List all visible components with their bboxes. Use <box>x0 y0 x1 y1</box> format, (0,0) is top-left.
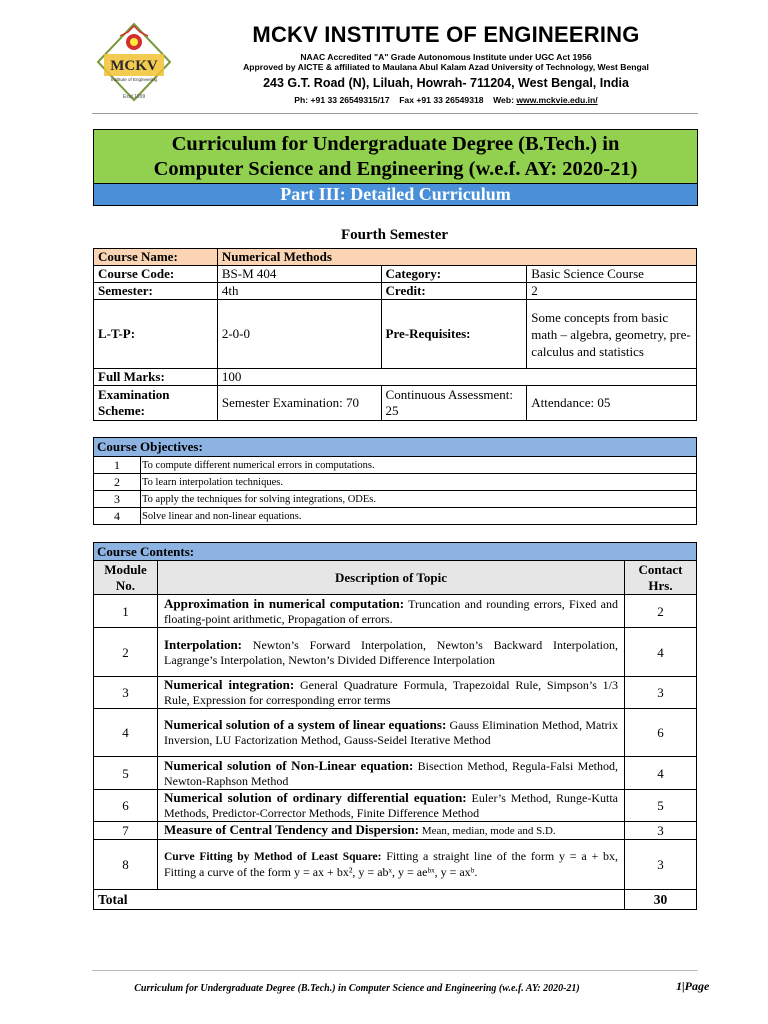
footer-divider <box>92 970 698 971</box>
exam-scheme-label: Examination Scheme: <box>94 386 218 421</box>
course-name-value: Numerical Methods <box>217 249 696 266</box>
full-marks-label: Full Marks: <box>94 369 218 386</box>
web-label: Web: <box>493 95 514 105</box>
semester-title: Fourth Semester <box>340 227 449 243</box>
table-row: 4 Numerical solution of a system of linear equations: Gauss Elimination Method, Matrix Inversion, LU Factorization Method, Gauss-Seidel Iterative Method 6 <box>94 709 697 757</box>
semester-label: Semester: <box>94 283 218 300</box>
list-item: 4 Solve linear and non-linear equations. <box>94 508 697 525</box>
total-row <box>94 890 697 910</box>
contents-title: Course Contents: <box>94 543 697 561</box>
svg-text:MCKV: MCKV <box>110 58 158 74</box>
curriculum-title: Curriculum for Undergraduate Degree (B.Tech.) in Computer Science and Engineering (w.e.f. AY: 2020-21) <box>94 130 697 183</box>
ltp-value: 2-0-0 <box>217 300 381 369</box>
table-row: 8 Curve Fitting by Method of Least Square: Fitting a straight line of the form y = a + bx, Fitting a curve of the form y = ax + bx², y = abˣ, y = aeᵇˣ, y = axᵇ. 3 <box>94 840 697 890</box>
course-name-label: Course Name: <box>94 249 218 266</box>
phone: Ph: +91 33 26549315/17 <box>294 95 390 105</box>
module-col-header: Module No. <box>94 561 158 595</box>
full-marks-value: 100 <box>217 369 696 386</box>
prereq-value: Some concepts from basic math – algebra, geometry, pre-calculus and statistics <box>527 300 697 369</box>
institute-logo <box>90 18 178 102</box>
list-item: 2 To learn interpolation techniques. <box>94 474 697 491</box>
course-code-label: Course Code: <box>94 266 218 283</box>
description-col-header: Description of Topic <box>158 561 625 595</box>
attendance-value: Attendance: 05 <box>527 386 697 421</box>
curriculum-banner <box>93 129 698 206</box>
course-objectives-table <box>93 437 697 525</box>
address-line: 243 G.T. Road (N), Liluah, Howrah- 711204, West Bengal, India <box>263 76 629 90</box>
credit-value: 2 <box>527 283 697 300</box>
list-item: 1 To compute different numerical errors in computations. <box>94 457 697 474</box>
footer-text: Curriculum for Undergraduate Degree (B.Tech.) in Computer Science and Engineering (w.e.f. AY: 2020-21) <box>134 983 580 994</box>
website-link[interactable]: www.mckvie.edu.in/ <box>516 95 598 105</box>
fax: Fax +91 33 26549318 <box>399 95 484 105</box>
hours-col-header: Contact Hrs. <box>625 561 697 595</box>
contact-line <box>200 95 692 105</box>
semester-value: 4th <box>217 283 381 300</box>
ltp-label: L-T-P: <box>94 300 218 369</box>
category-label: Category: <box>381 266 527 283</box>
svg-text:Institute of Engineering: Institute of Engineering <box>110 77 158 82</box>
table-row: 3 Numerical integration: General Quadrature Formula, Trapezoidal Rule, Simpson’s 1/3 Rule, Expression for corresponding error terms 3 <box>94 677 697 709</box>
objectives-title: Course Objectives: <box>94 438 697 457</box>
continuous-assessment-value: Continuous Assessment: 25 <box>381 386 527 421</box>
total-value: 30 <box>625 890 697 910</box>
approval-line: Approved by AICTE & affiliated to Maulana Abul Kalam Azad University of Technology, West Bengal <box>243 62 649 72</box>
institute-name: MCKV INSTITUTE OF ENGINEERING <box>252 22 640 47</box>
table-row: 7 Measure of Central Tendency and Dispersion: Mean, median, mode and S.D. 3 <box>94 822 697 840</box>
prereq-label: Pre-Requisites: <box>381 300 527 369</box>
credit-label: Credit: <box>381 283 527 300</box>
table-row: 6 Numerical solution of ordinary differential equation: Euler’s Method, Runge-Kutta Methods, Predictor-Corrector Methods, Finite Difference Method 5 <box>94 790 697 822</box>
table-row: 5 Numerical solution of Non-Linear equation: Bisection Method, Regula-Falsi Method, Newton-Raphson Method 4 <box>94 757 697 790</box>
course-info-table <box>93 248 697 421</box>
table-row: 2 Interpolation: Newton’s Forward Interpolation, Newton’s Backward Interpolation, Lagrange’s Interpolation, Newton’s Divided Difference Interpolation 4 <box>94 628 697 677</box>
sem-exam-value: Semester Examination: 70 <box>217 386 381 421</box>
header-divider <box>92 113 698 114</box>
accreditation-line: NAAC Accredited "A" Grade Autonomous Institute under UGC Act 1956 <box>300 52 592 62</box>
page-number: 1|Page <box>676 979 710 993</box>
category-value: Basic Science Course <box>527 266 697 283</box>
part-title: Part III: Detailed Curriculum <box>94 183 697 205</box>
course-contents-table <box>93 542 697 910</box>
list-item: 3 To apply the techniques for solving integrations, ODEs. <box>94 491 697 508</box>
total-label: Total <box>94 890 625 910</box>
svg-text:Estd.1999: Estd.1999 <box>122 94 146 100</box>
letterhead <box>0 0 768 118</box>
course-code-value: BS-M 404 <box>217 266 381 283</box>
table-row: 1 Approximation in numerical computation: Truncation and rounding errors, Fixed and floating-point arithmetic, Propagation of errors. 2 <box>94 595 697 628</box>
